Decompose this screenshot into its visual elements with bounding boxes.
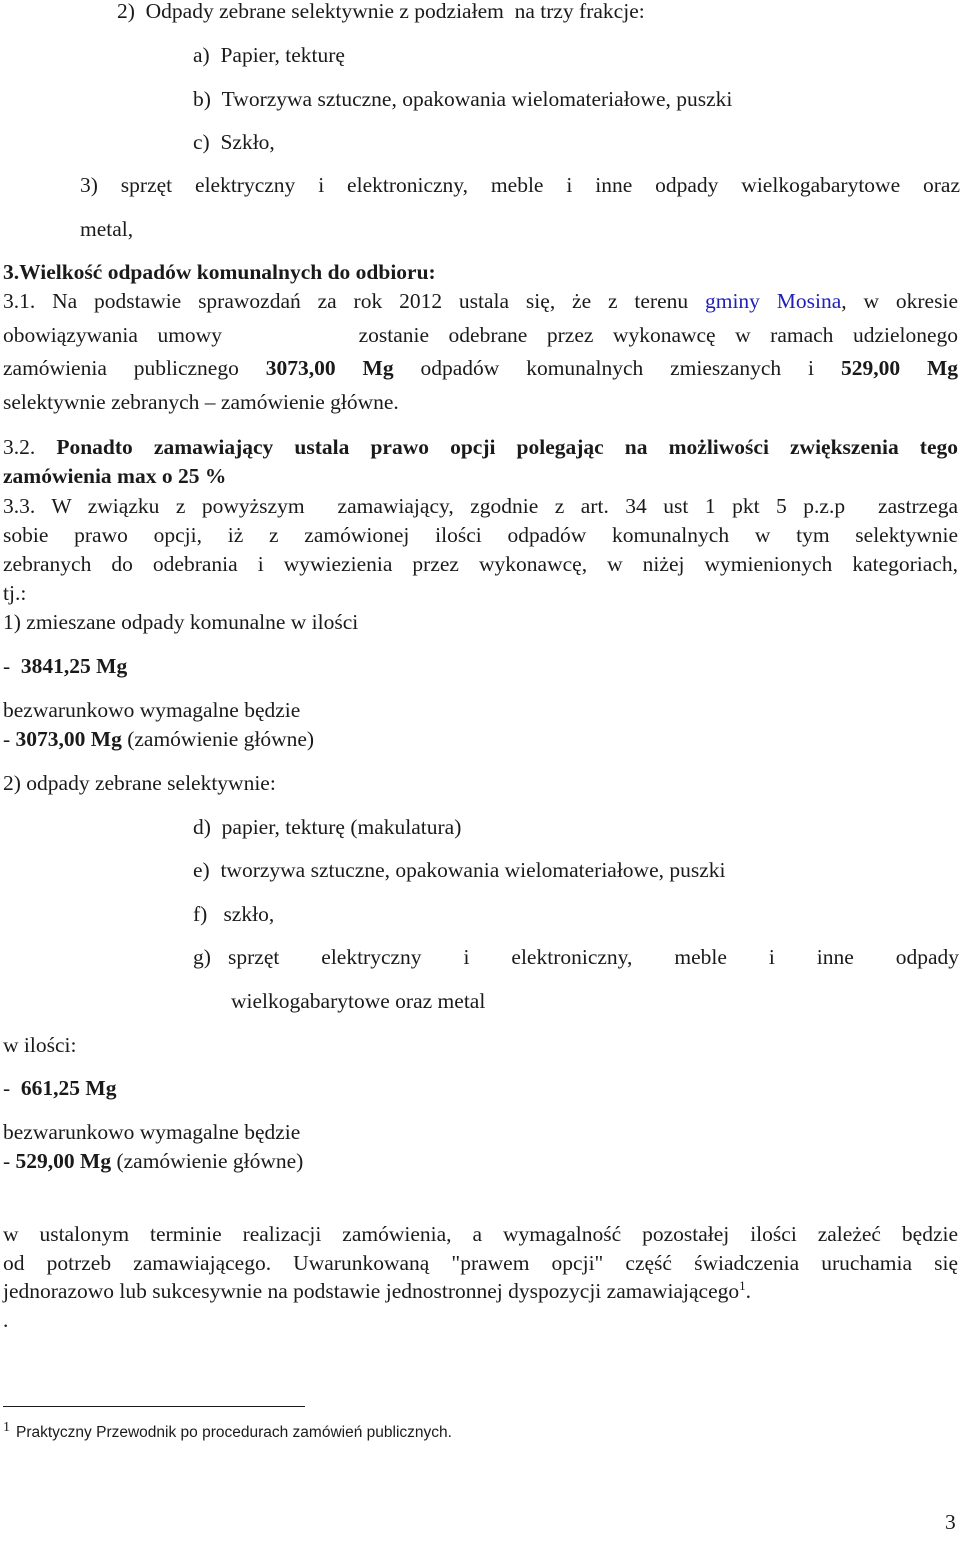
- footnote-text: Praktyczny Przewodnik po procedurach zamówień publicznych.: [16, 1424, 452, 1442]
- paragraph-text: jednorazowo lub sukcesywnie na podstawie jednostronnej dyspozycji zamawiającego: [3, 1279, 740, 1304]
- list-item-3: 3) sprzęt elektryczny i elektroniczny, meble i inne odpady wielkogabarytowe oraz: [80, 173, 960, 197]
- option-2-requirement: bezwarunkowo wymagalne będzie: [3, 1120, 301, 1144]
- section-heading: 3.Wielkość odpadów komunalnych do odbioru:: [3, 260, 436, 284]
- quantity-selective: 529,00 Mg: [840, 356, 959, 380]
- list-item-b: b) Tworzywa sztuczne, opakowania wielomateriałowe, puszki: [193, 87, 733, 111]
- footnote: [3, 1420, 452, 1442]
- closing-line-2: od potrzeb zamawiającego. Uwarunkowaną "prawem opcji" część świadczenia uruchamia się: [3, 1251, 958, 1275]
- footnote-number: 1: [3, 1420, 10, 1435]
- list-item-g-label: g): [193, 945, 211, 969]
- dash: -: [3, 1076, 21, 1100]
- paragraph-text: zostanie odebrane przez wykonawcę w ramach udzielonego: [358, 323, 959, 347]
- option-1-quantity: 3841,25 Mg: [20, 654, 128, 678]
- option-1-requirement: bezwarunkowo wymagalne będzie: [3, 698, 301, 722]
- list-item-c: c) Szkło,: [193, 130, 275, 154]
- paragraph-number: 3.2.: [3, 435, 36, 459]
- quantity-mixed: 3073,00 Mg: [265, 356, 394, 380]
- dash: -: [3, 654, 21, 678]
- paragraph-text: Na podstawie sprawozdań za rok 2012 ustala się, że z terenu: [52, 289, 689, 313]
- page-number: 3: [945, 1510, 956, 1534]
- paragraph-text: .: [745, 1279, 752, 1304]
- footnote-separator: [3, 1406, 305, 1407]
- paragraph-text: Ponadto zamawiający ustala prawo opcji polegając na możliwości zwiększenia tego: [56, 435, 958, 459]
- paragraph-3-3-line-4: tj.:: [3, 581, 27, 605]
- dash: -: [3, 1149, 16, 1173]
- gmina-link[interactable]: gminy Mosina: [704, 289, 842, 313]
- list-item-g-cont: wielkogabarytowe oraz metal: [231, 989, 486, 1013]
- paragraph-3-1-line-1: [3, 289, 958, 314]
- footnote-reference[interactable]: 1: [739, 1278, 746, 1293]
- list-item-a: a) Papier, tekturę: [193, 43, 345, 67]
- option-2-amount-label: w ilości:: [3, 1033, 77, 1057]
- paragraph-3-1-line-4: selektywnie zebranych – zamówienie główne.: [3, 390, 399, 414]
- option-1-main-quantity: 3073,00 Mg: [15, 727, 122, 751]
- paragraph-3-3-line-3: zebranych do odebrania i wywiezienia przez wykonawcę, w niżej wymienionych kategoriach,: [3, 552, 958, 576]
- main-order-note: (zamówienie główne): [121, 727, 315, 751]
- main-order-note: (zamówienie główne): [111, 1149, 304, 1173]
- paragraph-text: , w okresie: [841, 289, 958, 313]
- option-1-title: 1) zmieszane odpady komunalne w ilości: [3, 610, 359, 634]
- list-item-f: f) szkło,: [193, 902, 275, 926]
- paragraph-3-2-line-1: [3, 435, 958, 460]
- stray-dot: .: [3, 1308, 9, 1332]
- option-2-main-quantity: 529,00 Mg: [15, 1149, 112, 1173]
- paragraph-3-1-line-2: [3, 323, 958, 348]
- closing-line-1: w ustalonym terminie realizacji zamówienia, a wymagalność pozostałej ilości zależeć będzie: [3, 1222, 958, 1246]
- list-item-3-cont: metal,: [80, 217, 134, 241]
- option-2-quantity: 661,25 Mg: [20, 1076, 117, 1100]
- paragraph-number: 3.1.: [3, 289, 36, 313]
- paragraph-3-2-line-2: zamówienia max o 25 %: [3, 464, 227, 488]
- list-item-g: sprzęt elektryczny i elektroniczny, meble i inne odpady: [228, 945, 959, 969]
- list-item-2: 2) Odpady zebrane selektywnie z podziałem na trzy frakcje:: [117, 0, 645, 23]
- paragraph-3-3-line-2: sobie prawo opcji, iż z zamówionej ilości odpadów komunalnych w tym selektywnie: [3, 523, 958, 547]
- paragraph-3-3-line-1: 3.3. W związku z powyższym zamawiający, zgodnie z art. 34 ust 1 pkt 5 p.z.p zastrzega: [3, 494, 958, 518]
- option-1-quantity-line: [3, 654, 127, 679]
- list-item-e: e) tworzywa sztuczne, opakowania wielomateriałowe, puszki: [193, 858, 726, 882]
- paragraph-text: zamówienia publicznego: [3, 356, 239, 380]
- option-2-title: 2) odpady zebrane selektywnie:: [3, 771, 276, 795]
- paragraph-3-1-line-3: [3, 356, 958, 381]
- option-2-main-order: [3, 1149, 303, 1174]
- list-item-d: d) papier, tekturę (makulatura): [193, 815, 462, 839]
- closing-line-3: [3, 1279, 751, 1304]
- option-1-main-order: [3, 727, 314, 752]
- paragraph-text: odpadów komunalnych zmieszanych i: [420, 356, 815, 380]
- option-2-quantity-line: [3, 1076, 116, 1101]
- dash: -: [3, 727, 16, 751]
- paragraph-text: obowiązywania umowy: [3, 323, 222, 347]
